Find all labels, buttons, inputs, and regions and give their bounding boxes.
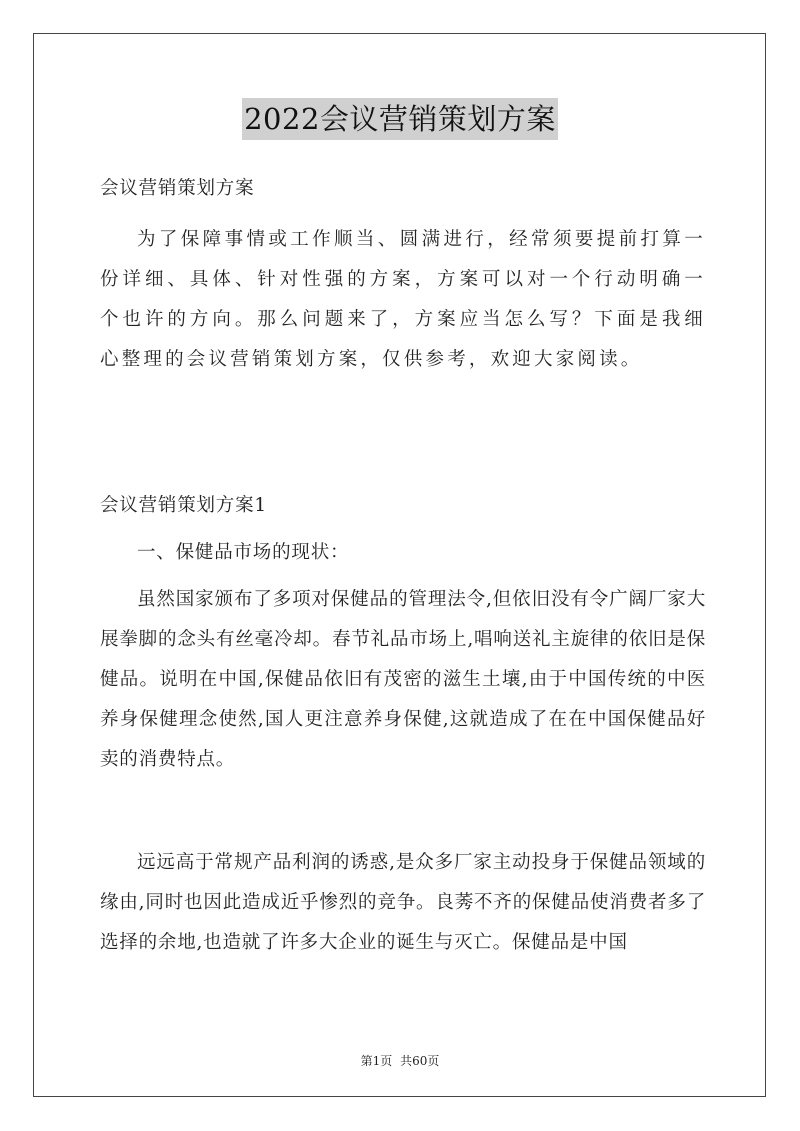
section-title: 会议营销策划方案1 [100,495,267,516]
page-footer [0,1052,800,1069]
body-paragraph-1: 虽然国家颁布了多项对保健品的管理法令,但依旧没有令广阔厂家大展拳脚的念头有丝毫冷却。春节礼品市场上,唱响送礼主旋律的依旧是保健品。说明在中国,保健品依旧有茂密的滋生土壤,由于中国传统的中医养身保健理念使然,国人更注意养身保健,这就造成了在在中国保健品好卖的消费特点。 [100,589,706,770]
body-paragraph-2: 远远高于常规产品利润的诱惑,是众多厂家主动投身于保健品领域的缘由,同时也因此造成近乎惨烈的竞争。良莠不齐的保健品使消费者多了选择的余地,也造就了许多大企业的诞生与灭亡。保健品是中国 [100,852,706,953]
title-container [0,98,800,140]
total-pages: 共60页 [400,1054,440,1068]
intro-paragraph: 为了保障事情或工作顺当、圆满进行，经常须要提前打算一份详细、具体、针对性强的方案，方案可以对一个行动明确一个也许的方向。那么问题来了，方案应当怎么写？下面是我细心整理的会议营销策划方案，仅供参考，欢迎大家阅读。 [100,229,706,370]
document-subtitle: 会议营销策划方案 [100,178,255,199]
section-heading: 一、保健品市场的现状： [137,542,350,563]
document-title: 2022会议营销策划方案 [242,98,558,140]
page-number: 第1页 [360,1054,393,1068]
